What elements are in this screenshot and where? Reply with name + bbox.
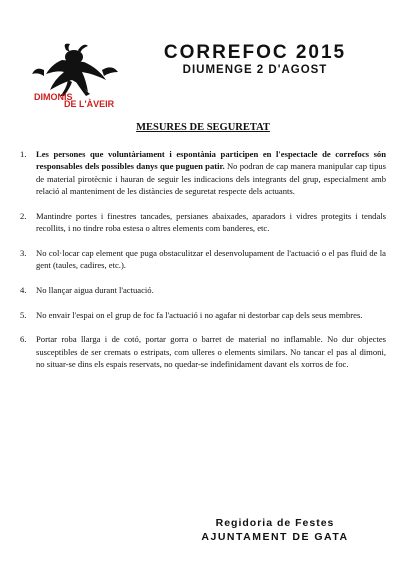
list-item — [20, 247, 386, 272]
list-item — [20, 309, 386, 321]
item-text: Mantindre portes i finestres tancades, persianes abaixades, aparadors i vidres protegits i tendals recollits, i no tindre roba estesa o altres elements com banderes, etc. — [36, 210, 386, 233]
item-number: 4. — [20, 284, 27, 295]
item-text: No llançar aigua durant l'actuació. — [36, 284, 154, 295]
item-number: 3. — [20, 247, 27, 258]
item-text: No col·locar cap element que puga obstaculitzar el desenvolupament de l'actuació o el pas fluid de la gent (taules, cadires, etc.). — [36, 247, 386, 271]
event-title: CORREFOC 2015 — [163, 42, 347, 63]
logo-text-top: DIMONIS — [34, 92, 73, 102]
item-bold-text: Les persones que voluntàriament i espontània participen en l'espectacle de correfocs són responsables dels possibles danys que puguen patir. — [36, 149, 386, 172]
event-date: DIUMENGE 2 D'AGOST — [182, 64, 328, 76]
list-item — [20, 284, 386, 296]
list-item — [20, 210, 386, 235]
list-item — [20, 148, 386, 197]
footer-organization: AJUNTAMENT DE GATA — [201, 531, 349, 543]
item-number: 2. — [20, 210, 27, 221]
item-number: 6. — [20, 334, 27, 345]
item-number: 5. — [20, 309, 27, 320]
measures-list — [20, 148, 386, 383]
item-text: No podran de cap manera manipular cap tipus de material pirotècnic i hauran de seguir les indicacions dels integrants del grup, especialment amb relació al manteniment de les distàncies de seguretat respecte dels actuants. — [36, 161, 387, 196]
document-heading: MESURES DE SEGURETAT — [136, 122, 270, 133]
footer-department: Regidoria de Festes — [215, 517, 335, 529]
devil-logo-icon — [14, 40, 124, 110]
logo-text-bottom: DE L'ÀVEIR — [64, 99, 115, 109]
list-item — [20, 333, 386, 370]
item-text: No envair l'espai on el grup de foc fa l'actuació i no agafar ni destorbar cap dels seus membres. — [36, 309, 363, 320]
item-number: 1. — [20, 149, 27, 159]
logo — [14, 40, 124, 110]
item-text: Portar roba llarga i de cotó, portar gorra o barret de material no inflamable. No dur objectes susceptibles de ser cremats o estripats, com ulleres o elements similars. No tancar el pas al dimoni, no situar-se dins els espais reservats, no quedar-se indefinidament davant els xorros de foc. — [36, 334, 386, 370]
